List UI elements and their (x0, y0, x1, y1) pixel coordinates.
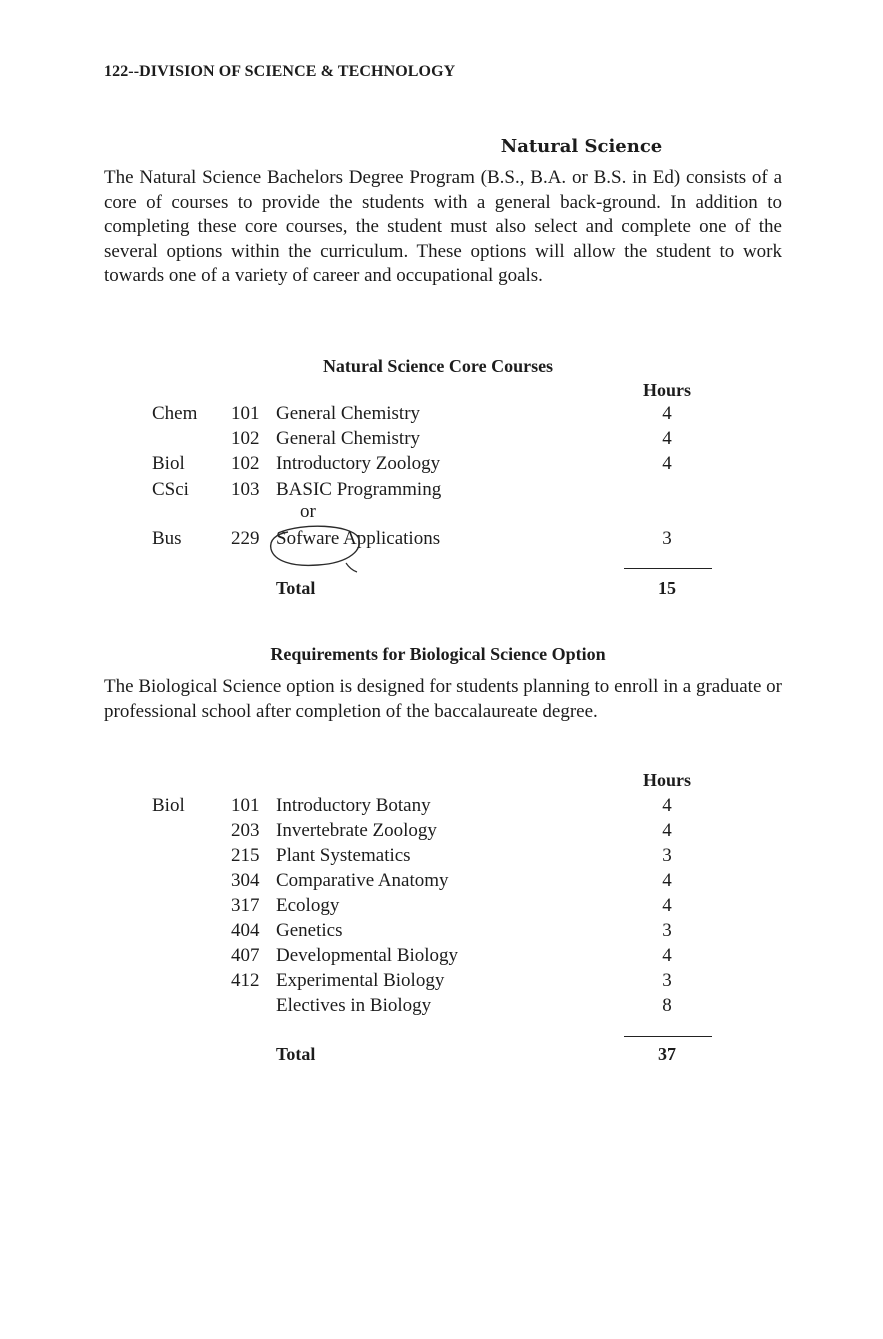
biology-row (0, 820, 883, 845)
course-number: 203 (231, 820, 260, 841)
course-hours: 8 (662, 995, 672, 1016)
course-title: Invertebrate Zoology (276, 820, 437, 841)
course-number: 412 (231, 970, 260, 991)
course-hours: 4 (662, 795, 672, 816)
biology-row (0, 970, 883, 995)
core-row (0, 428, 883, 453)
course-title: Experimental Biology (276, 970, 445, 991)
course-number: 407 (231, 945, 260, 966)
core-hours-header: Hours (642, 380, 691, 400)
course-hours: 4 (662, 428, 672, 449)
course-number: 304 (231, 870, 260, 891)
course-title: Electives in Biology (276, 995, 432, 1016)
course-hours: 3 (662, 920, 672, 941)
running-head: 122--DIVISION OF SCIENCE & TECHNOLOGY (104, 63, 456, 80)
biology-row (0, 945, 883, 970)
biology-row (0, 895, 883, 920)
course-dept: CSci (152, 479, 189, 500)
course-hours: 3 (662, 845, 672, 866)
course-number: 102 (231, 453, 260, 474)
biology-paragraph: The Biological Science option is designed for students planning to enroll in a graduate or professional school after completion of the baccalaureate degree. (104, 676, 782, 722)
core-row (0, 479, 883, 504)
course-number: 102 (231, 428, 260, 449)
core-courses-title: Natural Science Core Courses (322, 356, 554, 376)
course-number: 103 (231, 479, 260, 500)
course-title: Introductory Zoology (276, 453, 441, 474)
total-rule (624, 1036, 712, 1037)
course-hours: 4 (662, 945, 672, 966)
total-rule (624, 568, 712, 569)
course-dept: Biol (152, 453, 185, 474)
biology-row (0, 845, 883, 870)
core-row (0, 453, 883, 478)
core-total-value: 15 (658, 578, 676, 598)
section-heading-biological-option: Requirements for Biological Science Option (270, 644, 606, 664)
or-connector: or (300, 501, 316, 522)
course-hours: 4 (662, 895, 672, 916)
biology-hours-header: Hours (642, 770, 691, 790)
course-title: BASIC Programming (276, 479, 442, 500)
core-total-label: Total (276, 578, 316, 598)
biology-row (0, 995, 883, 1020)
course-number: 101 (231, 795, 260, 816)
course-hours: 4 (662, 870, 672, 891)
intro-paragraph: The Natural Science Bachelors Degree Program (B.S., B.A. or B.S. in Ed) consists of a core of courses to provide the students with a general back-ground. In addition to completing these core courses, the student must also select and complete one of the several options within the curriculum. These options will allow the student to work towards one of a variety of career and occupational goals. (104, 167, 782, 287)
biology-row (0, 870, 883, 895)
course-number: 229 (231, 528, 260, 549)
core-row (0, 403, 883, 428)
course-dept: Biol (152, 795, 185, 816)
biology-row (0, 795, 883, 820)
course-hours: 4 (662, 403, 672, 424)
course-number: 215 (231, 845, 260, 866)
course-hours: 4 (662, 453, 672, 474)
biology-total-label: Total (276, 1044, 316, 1064)
course-title: Developmental Biology (276, 945, 459, 966)
course-title: Ecology (276, 895, 340, 916)
course-title: Comparative Anatomy (276, 870, 449, 891)
course-title: Sofware Applications (276, 528, 441, 549)
course-dept: Bus (152, 528, 182, 549)
course-title: General Chemistry (276, 428, 421, 449)
section-heading-natural-science: Natural Science (500, 136, 663, 157)
course-title: Plant Systematics (276, 845, 411, 866)
course-number: 101 (231, 403, 260, 424)
course-dept: Chem (152, 403, 198, 424)
course-hours: 3 (662, 970, 672, 991)
course-hours: 4 (662, 820, 672, 841)
core-row (0, 528, 883, 553)
handwritten-circle-mark (264, 523, 374, 575)
course-title: General Chemistry (276, 403, 421, 424)
course-title: Introductory Botany (276, 795, 431, 816)
biology-total-value: 37 (658, 1044, 676, 1064)
course-hours: 3 (662, 528, 672, 549)
course-number: 404 (231, 920, 260, 941)
biology-row (0, 920, 883, 945)
course-title: Genetics (276, 920, 343, 941)
course-number: 317 (231, 895, 260, 916)
